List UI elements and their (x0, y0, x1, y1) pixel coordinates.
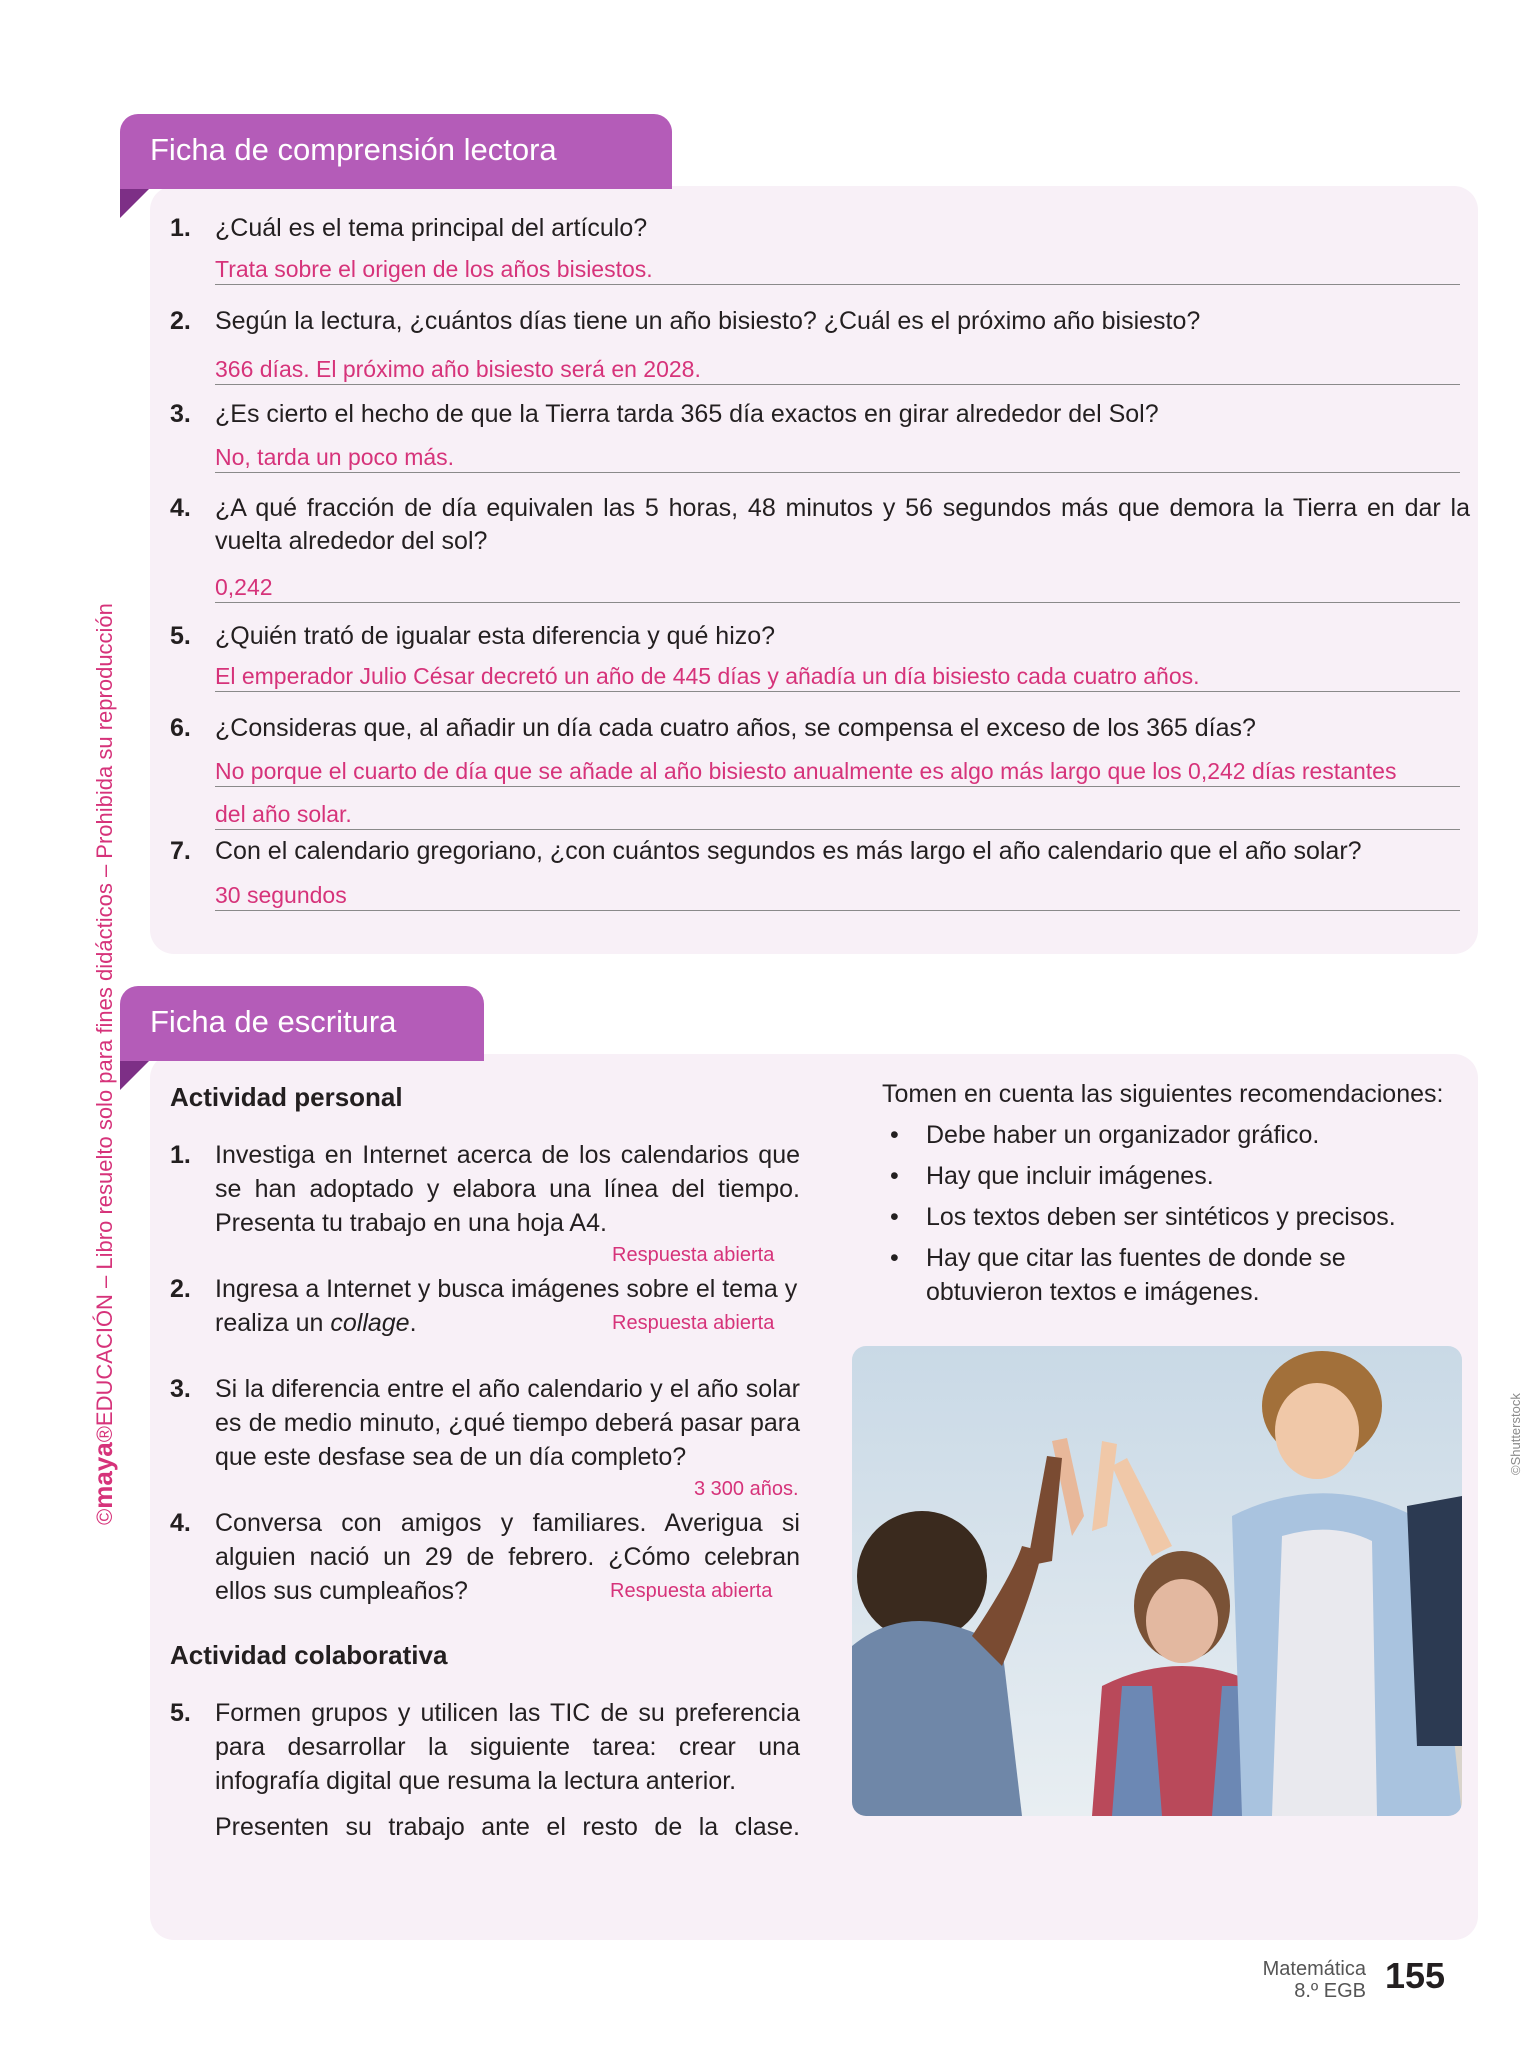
grade-label: 8.º EGB (1294, 1980, 1366, 2002)
reading-tab (120, 114, 672, 189)
side-copyright: ©maya®EDUCACIÓN – Libro resuelto solo para fines didácticos – Prohibida su reproducción (88, 603, 118, 1525)
answer-note-4: Respuesta abierta (610, 1580, 773, 1602)
answer-note-2: Respuesta abierta (612, 1312, 775, 1334)
recommendation-item: • Los textos deben ser sintéticos y precisos. (882, 1200, 1462, 1234)
answer-3: No, tarda un poco más. (215, 442, 1460, 473)
answer-note-1: Respuesta abierta (612, 1244, 775, 1266)
recommendations-list (882, 1118, 1462, 1316)
writing-tab-title: Ficha de escritura (150, 1004, 397, 1039)
answer-6-line-1: No porque el cuarto de día que se añade al año bisiesto anualmente es algo más largo que los 0,242 días restantes (215, 756, 1460, 787)
recommendation-item: • Hay que incluir imágenes. (882, 1159, 1462, 1193)
tab-fold (120, 188, 150, 218)
brand-logo: maya (88, 1442, 118, 1509)
footer-subject (1263, 1958, 1366, 2002)
answer-6-line-2: del año solar. (215, 799, 1460, 830)
subject-name: Matemática (1262, 1958, 1366, 1980)
answer-2: 366 días. El próximo año bisiesto será en 2028. (215, 354, 1460, 385)
page-number: 155 (1385, 1955, 1446, 1996)
answer-1: Trata sobre el origen de los años bisiestos. (215, 254, 1460, 285)
reading-tab-title: Ficha de comprensión lectora (150, 132, 557, 167)
photo-children-high-five (852, 1346, 1462, 1816)
recommendation-item: • Hay que citar las fuentes de donde se obtuvieron textos e imágenes. (882, 1241, 1462, 1309)
answer-4: 0,242 (215, 572, 1460, 603)
answer-note-3: 3 300 años. (694, 1478, 799, 1500)
answer-5: El emperador Julio César decretó un año de 445 días y añadía un día bisiesto cada cuatro años. (215, 661, 1460, 692)
personal-activity-title: Actividad personal (170, 1082, 403, 1112)
collaborative-activity-title: Actividad colaborativa (170, 1640, 448, 1670)
answer-7: 30 segundos (215, 880, 1460, 911)
recommendation-item: • Debe haber un organizador gráfico. (882, 1118, 1462, 1152)
writing-tab (120, 986, 484, 1061)
recommendations-title: Tomen en cuenta las siguientes recomendaciones: (882, 1080, 1444, 1108)
tab-fold (120, 1060, 150, 1090)
photo-credit: ©Shutterstock (1508, 1393, 1523, 1475)
side-copyright-text: EDUCACIÓN – Libro resuelto solo para fines didácticos – Prohibida su reproducción (92, 603, 117, 1427)
